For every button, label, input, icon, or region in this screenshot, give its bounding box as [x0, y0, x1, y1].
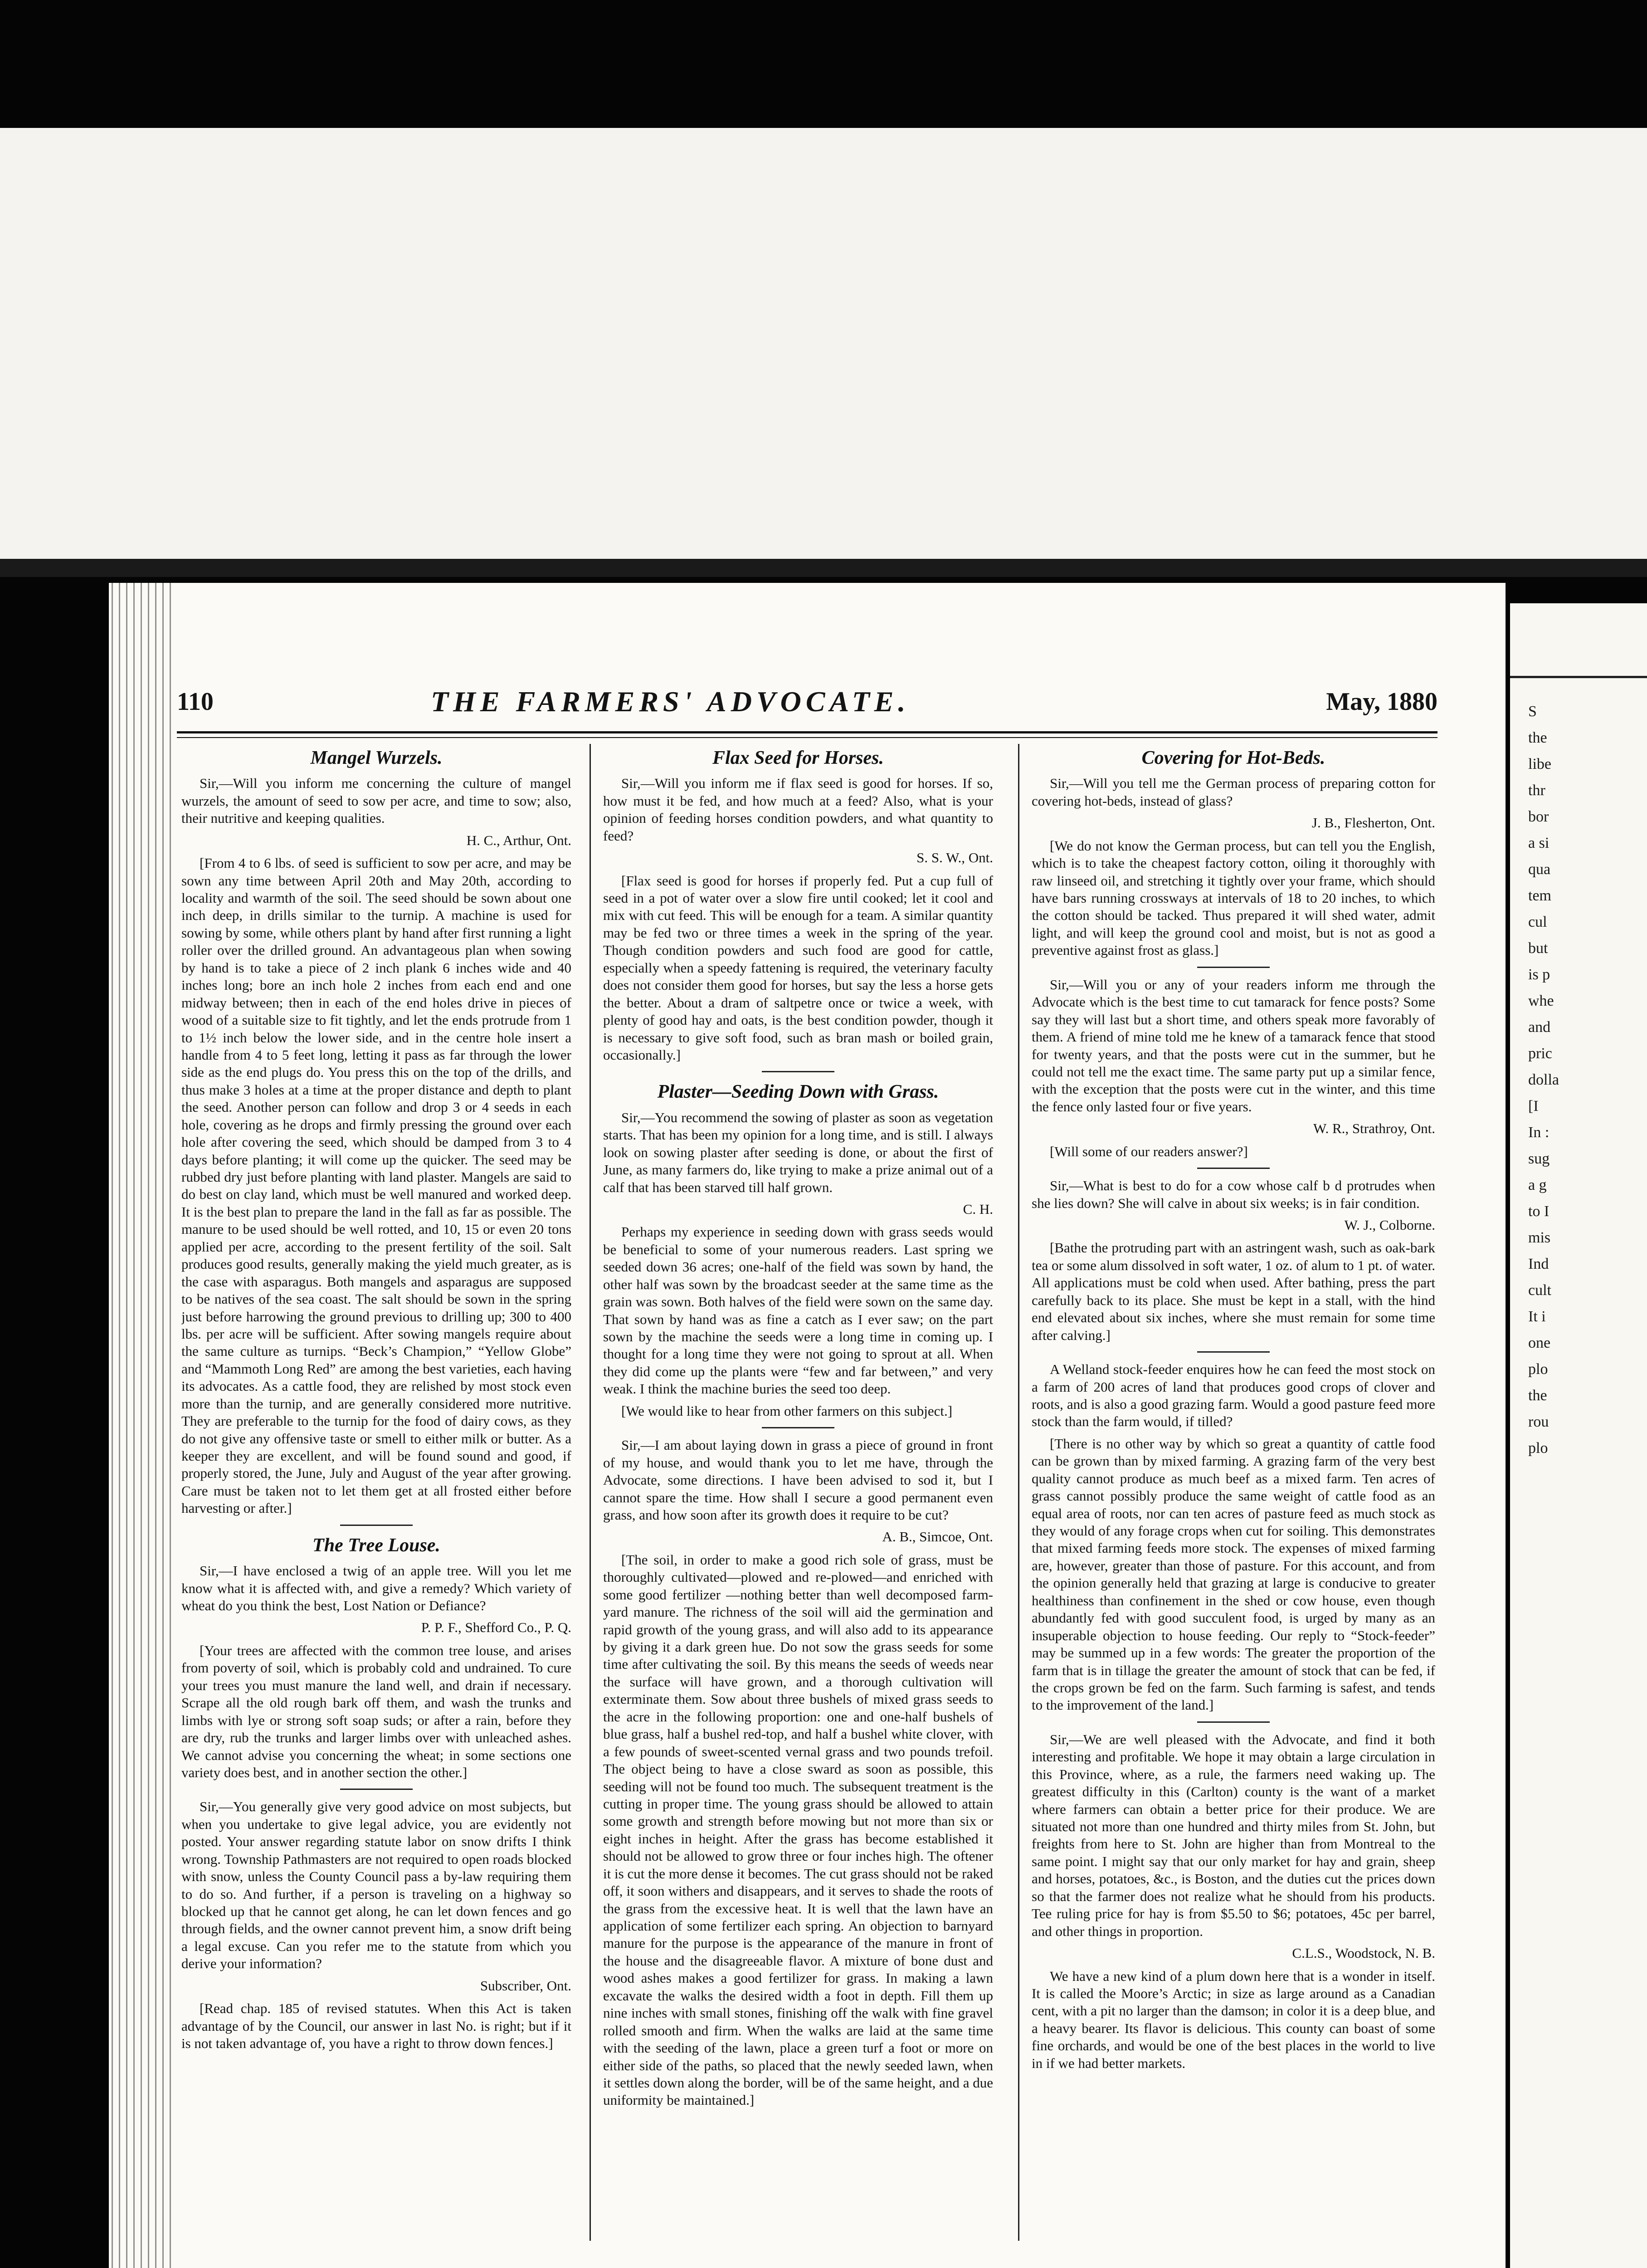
page-shadow: [0, 559, 1647, 577]
adjacent-text-fragment: Ind: [1528, 1256, 1549, 1272]
correspondent-signature: Subscriber, Ont.: [480, 1977, 571, 1994]
article-paragraph: Sir,—Will you inform me concerning the culture of mangel wurzels, the amount of seed to sow per acre, and time to sow; also, their nutritive and keeping qualities.: [181, 775, 571, 826]
article-title: Mangel Wurzels.: [310, 748, 443, 768]
correspondent-signature: C. H.: [963, 1201, 993, 1217]
adjacent-text-fragment: cul: [1528, 914, 1547, 930]
adjacent-text-fragment: [I: [1528, 1098, 1539, 1114]
article-divider: [340, 1525, 413, 1526]
article-paragraph: [Bathe the protruding part with an astringent wash, such as oak-bark tea or some alum dissolved in soft water, 1 oz. of alum to 1 pt. of water. All applications must be cold when used. After bathing, press the part carefully back to its place. She must be kept in a stall, with the hind end elevated about six inches, where she must remain for some time after calving.]: [1032, 1240, 1435, 1343]
page-number: 110: [177, 688, 214, 716]
adjacent-text-fragment: a si: [1528, 835, 1550, 851]
adjacent-text-fragment: but: [1528, 940, 1548, 957]
adjacent-text-fragment: qua: [1528, 861, 1551, 878]
article-paragraph: We have a new kind of a plum down here that is a wonder in itself. It is called the Moore’s Arctic; in size as large around as a Canadian cent, with a pit no larger than the damson; in color it is a deep blue, and a heavy bearer. Its flavor is delicious. This county can boast of some fine orchards, and would be one of the best places in the world to live in if we had better markets.: [1032, 1968, 1435, 2071]
adjacent-text-fragment: is p: [1528, 966, 1550, 983]
adjacent-text-fragment: S: [1528, 703, 1537, 720]
correspondent-signature: P. P. F., Shefford Co., P. Q.: [421, 1619, 571, 1636]
column-rule: [1018, 744, 1019, 2241]
correspondent-signature: C.L.S., Woodstock, N. B.: [1292, 1945, 1435, 1961]
article-paragraph: [From 4 to 6 lbs. of seed is sufficient to sow per acre, and may be sown any time between April 20th and May 20th, according to locality and warmth of the soil. The seed should be sown about one inch deep, in drills similar to the turnip. A machine is used for sowing by some, while others plant by hand after first running a light roller over the drilled ground. An advantageous plan when sowing by hand is to take a piece of 2 inch plank 6 inches wide and 40 inches long; bore an inch hole 2 inches from each end and one midway between; then in each of the end holes drive in pieces of wood of a suitable size to fit tightly, and let the ends protrude from 1 to 1½ inch below the lower side, and in the centre hole insert a handle from 4 to 5 feet long, letting it pass as far through the lower side as the end plugs do. You press this on the top of the drills, and thus make 3 holes at a time at the proper distance and depth to plant the seed. Another person can follow and drop 3 or 4 seeds in each hole, covering as he drops and firmly pressing the ground over each hole after covering the seed, which should be damped from 3 to 4 days before planting; it will come up the quicker. The seed may be rubbed dry just before planting with land plaster. Mangels are said to do best on clay land, which must be well manured and worked deep. It is the best plan to prepare the land in the fall as far as possible. The manure to be used should be well rotted, and 10, 15 or even 20 tons applied per acre, according to the present fertility of the soil. Salt produces good results, generally making the yield much greater, as is the case with asparagus. Both mangels and asparagus are supposed to be natives of the sea coast. The salt should be sown in the spring just before harrowing the ground previous to drilling up; 300 to 400 lbs. per acre will be sufficient. After sowing mangels require about the same culture as turnips. “Beck’s Champion,” “Yellow Globe” and “Mammoth Long Red” are among the best varieties, each having its advocates. As a cattle food, they are relished by most stock even more than the turnip, and are generally considered more nutritive. They are preferable to the turnip for the food of dairy cows, as they do not give any offensive taste or smell to either milk or butter. As a keeper they are excellent, and will be found sound and good, if properly stored, the June, July and August of the year after growing. Care must be taken not to let them get at all frosted either before harvesting or after.]: [181, 855, 571, 1516]
article-paragraph: Sir,—What is best to do for a cow whose calf b d protrudes when she lies down? She will calve in about six weeks; is in fair condition.: [1032, 1178, 1435, 1211]
column-rule: [590, 744, 591, 2241]
article-paragraph: Sir,—Will you tell me the German process of preparing cotton for covering hot-beds, instead of glass?: [1032, 775, 1435, 809]
adjacent-text-fragment: rou: [1528, 1413, 1549, 1430]
correspondent-signature: A. B., Simcoe, Ont.: [882, 1529, 993, 1545]
binding-spine: [109, 583, 177, 2268]
article-paragraph: Sir,—Will you inform me if flax seed is good for horses. If so, how must it be fed, and how much at a feed? Also, what is your opinion of feeding horses condition powders, and what quantity to feed?: [603, 775, 993, 844]
publication-title: THE FARMERS' ADVOCATE.: [431, 685, 910, 718]
correspondent-signature: W. R., Strathroy, Ont.: [1313, 1120, 1435, 1137]
column-3: [1032, 744, 1435, 2254]
article-paragraph: [We would like to hear from other farmers on this subject.]: [621, 1403, 953, 1419]
adjacent-text-fragment: plo: [1528, 1440, 1548, 1457]
article-title: Flax Seed for Horses.: [712, 748, 884, 768]
adjacent-text-fragment: whe: [1528, 992, 1554, 1009]
article-paragraph: Sir,—Will you or any of your readers inform me through the Advocate which is the best time to cut tamarack for fence posts? Some say they will last but a short time, and others speak more favorably of them. A friend of mine told me he knew of a tamarack fence that stood for twenty years, and that the posts were cut in the summer, but he could not tell me the exact time. The same party put up a similar fence, with the exception that the posts were cut in the winter, and this time the fence only lasted four or five years.: [1032, 976, 1435, 1114]
article-paragraph: [Read chap. 185 of revised statutes. When this Act is taken advantage of by the Council, our answer in last No. is right; but if it is not taken advantage of, you have a right to throw down fences.]: [181, 2000, 571, 2052]
article-paragraph: Sir,—We are well pleased with the Advocate, and find it both interesting and profitable. We hope it may obtain a large circulation in this Province, where, as a rule, the farmers need waking up. The greatest difficulty in this (Carlton) county is the want of a market where farmers can obtain a better price for their produce. We are situated not more than one hundred and thirty miles from St. John, but freights from here to St. John are higher than from Montreal to the same point. I might say that our only market for hay and grain, sheep and horses, potatoes, &c., is Boston, and the duties cut the prices down so that the farmer does not realize what he should from his products. Tee ruling price for hay is from $5.50 to $6; potatoes, 45c per barrel, and other things in proportion.: [1032, 1731, 1435, 1939]
adjacent-text-fragment: to I: [1528, 1203, 1550, 1220]
article-divider: [1197, 1351, 1270, 1353]
adjacent-text-fragment: the: [1528, 1387, 1547, 1404]
article-divider: [1197, 1721, 1270, 1723]
adjacent-text-fragment: one: [1528, 1334, 1551, 1351]
article-paragraph: [There is no other way by which so great a quantity of cattle food can be grown than by mixed farming. A grazing farm of the very best quality cannot produce as much beef as a mixed farm. Ten acres of grass cannot possibly produce the same weight of cattle food as an equal area of roots, nor can ten acres of pasture feed as much stock as they would of any forage crops when cut for soiling. This demonstrates that mixed farming feeds more stock. The expenses of mixed farming are, however, greater than those of pasture. For this account, and from the opinion generally held that grazing at large is conducive to greater healthiness than confinement in the shed or cow house, even though abundantly fed with good succulent food, is urged by many as an insuperable objection to house feeding. Our reply to “Stock-feeder” may be summed up in a few words: The greater the proportion of the farm that is in tillage the greater the amount of stock that can be fed, if the crops grown be fed on the farm. Such farming is safest, and tends to the improvement of the land.]: [1032, 1435, 1435, 1713]
upper-page-edge: [0, 128, 1647, 559]
adjacent-text-fragment: mis: [1528, 1229, 1551, 1246]
adjacent-text-fragment: dolla: [1528, 1071, 1559, 1088]
article-divider: [340, 1789, 413, 1790]
article-paragraph: Sir,—You generally give very good advice on most subjects, but when you undertake to give legal advice, you are evidently not posted. Your answer regarding statute labor on snow drifts I think wrong. Township Pathmasters are not required to open roads blocked with snow, unless the County Council pass a by-law requiring them to do so. And further, if a person is traveling on a highway so blocked up that he cannot get along, he can let down fences and go through fields, and the owner cannot prevent him, a snow drift being a legal excuse. Can you refer me to the statute from which you derive your information?: [181, 1799, 571, 1972]
masthead-rule: [177, 731, 1437, 738]
article-paragraph: [Flax seed is good for horses if properly fed. Put a cup full of seed in a pot of water over a slow fire until cooked; let it cool and mix with cut feed. This will be enough for a team. A similar quantity may be fed two or three times a week in the spring of the year. Though condition powders and such food are good for cattle, especially when a speedy fattening is required, the veterinary faculty does not consider them good for horses, but say the less a horse gets the better. About a dram of saltpetre once or twice a week, with plenty of good hay and oats, is the best condition powder, though it is necessary to give soft food, such as bran mash or boiled grain, occasionally.]: [603, 872, 993, 1063]
adjacent-text-fragment: a g: [1528, 1177, 1547, 1193]
article-paragraph: Perhaps my experience in seeding down with grass seeds would be beneficial to some of your numerous readers. Last spring we seeded down 36 acres; one-half of the field was sown by hand, the other half was sown by the broadcast seeder at the same time as the grain was sown. Both halves of the field were sown on the same day. That sown by hand was as fine a catch as I ever saw; on the part sown by the machine the seeds were a long time in coming up. I thought for a long time they were not going to sprout at all. When they did come up the plants were “few and far between,” and very weak. I think the machine buries the seed too deep.: [603, 1224, 993, 1397]
correspondent-signature: J. B., Flesherton, Ont.: [1311, 815, 1435, 831]
article-paragraph: Sir,—I am about laying down in grass a piece of ground in front of my house, and would thank you to let me have, through the Advocate, some directions. I have been advised to sod it, but I cannot spare the time. How shall I secure a good permanent even grass, and how soon after its growth does it require to be cut?: [603, 1437, 993, 1523]
article-paragraph: [Your trees are affected with the common tree louse, and arises from poverty of soil, which is probably cold and undrained. To cure your trees you must manure the land well, and drain if necessary. Scrape all the old rough bark off them, and wash the trunks and limbs with lye or strong soft soap suds; or after a rain, before they are dry, rub the trunks and larger limbs over with unleached ashes. We cannot advise you concerning the wheat; in some sections one variety does best, and in another section the other.]: [181, 1642, 571, 1780]
column-2: [603, 744, 993, 2254]
issue-date: May, 1880: [1326, 688, 1437, 716]
article-paragraph: [The soil, in order to make a good rich sole of grass, must be thoroughly cultivated—plowed and re-plowed—and enriched with some good fertilizer —nothing better than well decomposed farm-yard manure. The richness of the soil will aid the germination and rapid growth of the young grass, and will also add to its appearance by giving it a dark green hue. Do not sow the grass seeds for some time after cultivating the soil. By this means the seeds of weeds near the surface will have grown, and a thorough cultivation will exterminate them. Sow about three bushels of mixed grass seeds to the acre in the following proportion: one and one-half bushels of blue grass, half a bushel red-top, and half a bushel white clover, with a few pounds of sweet-scented vernal grass and two pounds trefoil. The object being to have a close sward as soon as possible, this seeding will not be found too much. The subsequent treatment is the cutting in proper time. The young grass should be allowed to attain some growth and strength before mowing but not more than six or eight inches in height. After the grass has become established it should not be allowed to grow three or four inches high. The oftener it is cut the more dense it becomes. The cut grass should not be raked off, it soon withers and disappears, and it serves to shade the roots of the grass from the excessive heat. It is well that the lawn have an application of some fertilizer each spring. An objection to barnyard manure for the purpose is the appearance of the manure in front of the house and the disagreeable flavor. A mixture of bone dust and wood ashes makes a good fertilizer for grass. In making a lawn excavate the walks the desired width a foot in depth. Fill them up nine inches with small stones, finishing off the walk with fine gravel rolled smooth and firm. When the walks are laid at the same time with the seeding of the lawn, place a green turf a foot or more on either side of the paths, so placed that the newly seeded lawn, when it settles down along the border, will be of the same height, and a due uniformity be maintained.]: [603, 1551, 993, 2108]
adjacent-text-fragment: plo: [1528, 1361, 1548, 1378]
correspondent-signature: H. C., Arthur, Ont.: [466, 832, 571, 848]
adjacent-text-fragment: cult: [1528, 1282, 1551, 1299]
masthead: [177, 676, 1437, 726]
correspondent-signature: W. J., Colborne.: [1344, 1217, 1435, 1233]
article-title: Plaster—Seeding Down with Grass.: [657, 1081, 939, 1103]
article-divider: [1197, 1168, 1270, 1169]
adjacent-text-fragment: In :: [1528, 1124, 1550, 1141]
article-divider: [1197, 967, 1270, 968]
article-paragraph: Sir,—You recommend the sowing of plaster as soon as vegetation starts. That has been my opinion for a long time, and is still. I always look on sowing plaster after seeding is done, or about the first of June, as many farmers do, like trying to make a prize animal out of a calf that has been starved till half grown.: [603, 1109, 993, 1195]
adjacent-text-fragment: sug: [1528, 1150, 1550, 1167]
adjacent-text-fragment: libe: [1528, 756, 1551, 772]
article-paragraph: [We do not know the German process, but can tell you the English, which is to take the cheapest factory cotton, oiling it thoroughly with raw linseed oil, and stretching it tightly over your frame, which should have bars running crossways at intervals of 18 to 20 inches, to which the cotton should be tacked. Thus prepared it will shed water, admit light, and will keep the ground cool and moist, but is not as good a preventive against frost as glass.]: [1032, 837, 1435, 958]
adjacent-text-fragment: and: [1528, 1019, 1551, 1036]
adjacent-page-rule: [1510, 676, 1647, 678]
adjacent-text-fragment: pric: [1528, 1045, 1552, 1062]
article-paragraph: Sir,—I have enclosed a twig of an apple tree. Will you let me know what it is affected with, and give a remedy? Which variety of wheat do you think the best, Lost Nation or Defiance?: [181, 1563, 571, 1614]
correspondent-signature: S. S. W., Ont.: [916, 850, 993, 866]
adjacent-text-fragment: bor: [1528, 808, 1549, 825]
adjacent-text-fragment: thr: [1528, 782, 1545, 799]
adjacent-page: [1510, 603, 1647, 2268]
adjacent-text-fragment: tem: [1528, 887, 1551, 904]
article-title: The Tree Louse.: [312, 1535, 440, 1556]
article-paragraph: A Welland stock-feeder enquires how he can feed the most stock on a farm of 200 acres of land that produces good crops of clover and roots, and is also a good grazing farm. Would a good pasture feed more stock than the farm would, if tilled?: [1032, 1361, 1435, 1430]
adjacent-text-fragment: the: [1528, 729, 1547, 746]
article-divider: [762, 1071, 834, 1072]
article-divider: [762, 1427, 834, 1428]
column-1: [181, 744, 571, 2254]
article-paragraph: [Will some of our readers answer?]: [1050, 1143, 1248, 1159]
adjacent-text-fragment: It i: [1528, 1308, 1546, 1325]
article-title: Covering for Hot-Beds.: [1141, 748, 1325, 768]
